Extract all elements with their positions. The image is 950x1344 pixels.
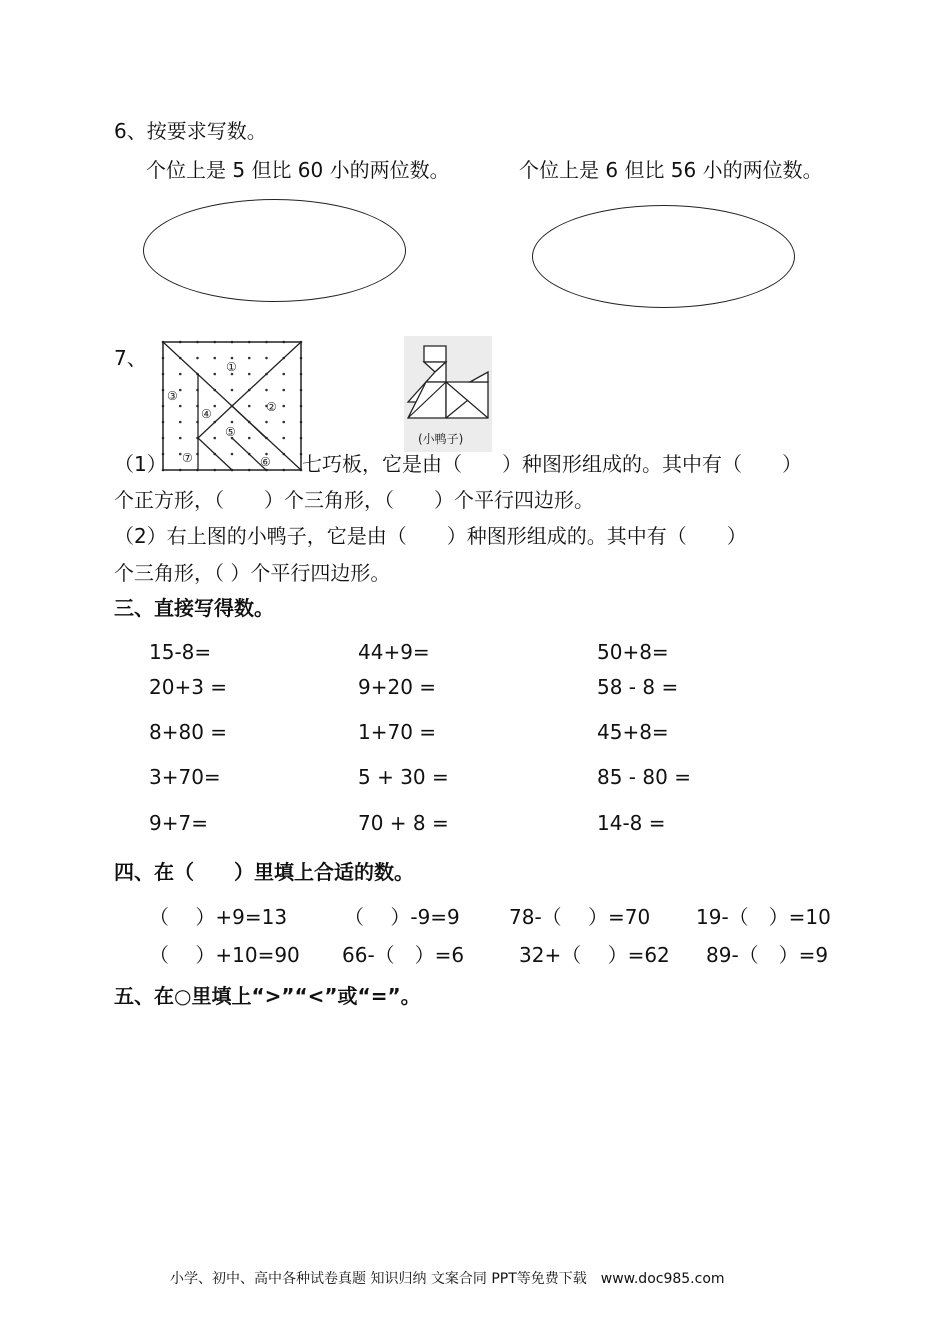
grid-dot bbox=[231, 357, 234, 360]
fill-item: 89-（ ）=9 bbox=[706, 943, 829, 967]
q7-p2-line2: 个三角形，（ ）个平行四边形。 bbox=[114, 561, 391, 585]
sec4-title: 四、在（ ）里填上合适的数。 bbox=[114, 860, 414, 884]
grid-dot bbox=[265, 357, 268, 360]
q7-p1-label: （1） bbox=[114, 452, 167, 476]
calc-item: 45+8= bbox=[597, 720, 669, 744]
grid-dot bbox=[213, 373, 216, 376]
q6-left-prompt: 个位上是 5 但比 60 小的两位数。 bbox=[146, 158, 450, 182]
grid-label-1: ① bbox=[226, 360, 237, 374]
calc-item: 70 + 8 = bbox=[358, 811, 449, 835]
fill-item: 32+（ ）=62 bbox=[519, 943, 670, 967]
fill-item: 19-（ ）=10 bbox=[696, 905, 831, 929]
grid-dot bbox=[248, 405, 251, 408]
grid-dot bbox=[196, 357, 199, 360]
grid-label-5: ⑤ bbox=[225, 425, 236, 439]
grid-dot bbox=[179, 405, 182, 408]
duck-tangram-figure bbox=[404, 336, 492, 452]
grid-label-2: ② bbox=[266, 400, 277, 414]
grid-dot bbox=[248, 357, 251, 360]
grid-dot bbox=[179, 373, 182, 376]
calc-item: 8+80 = bbox=[149, 720, 228, 744]
grid-dot bbox=[282, 437, 285, 440]
calc-item: 1+70 = bbox=[358, 720, 437, 744]
grid-label-3: ③ bbox=[167, 389, 178, 403]
grid-dot bbox=[213, 357, 216, 360]
grid-dot bbox=[231, 453, 234, 456]
calc-item: 5 + 30 = bbox=[358, 765, 449, 789]
duck-caption: (小鸭子) bbox=[418, 432, 464, 446]
q7-p2-line1: （2）右上图的小鸭子，它是由（ ）种图形组成的。其中有（ ） bbox=[114, 524, 747, 548]
fill-item: （ ）-9=9 bbox=[344, 905, 460, 929]
grid-dot bbox=[179, 389, 182, 392]
q6-right-answer-oval[interactable] bbox=[532, 205, 795, 308]
calc-item: 44+9= bbox=[358, 640, 430, 664]
grid-dot bbox=[282, 373, 285, 376]
calc-item: 85 - 80 = bbox=[597, 765, 691, 789]
grid-dot bbox=[248, 373, 251, 376]
grid-dot bbox=[282, 421, 285, 424]
fill-item: 66-（ ）=6 bbox=[342, 943, 465, 967]
grid-dot bbox=[282, 405, 285, 408]
grid-dot bbox=[213, 437, 216, 440]
grid-label-7: ⑦ bbox=[182, 451, 193, 465]
calc-item: 58 - 8 = bbox=[597, 675, 679, 699]
q7-p1-line1: 七巧板，它是由（ ）种图形组成的。其中有（ ） bbox=[302, 452, 802, 476]
footer-text: 小学、初中、高中各种试卷真题 知识归纳 文案合同 PPT等免费下载 www.doc985.com bbox=[170, 1271, 725, 1287]
grid-dot bbox=[231, 389, 234, 392]
tangram-grid-figure bbox=[158, 338, 306, 474]
calc-item: 3+70= bbox=[149, 765, 221, 789]
q6-title: 6、按要求写数。 bbox=[114, 119, 267, 143]
fill-item: （ ）+9=13 bbox=[149, 905, 288, 929]
q7-p1-line2: 个正方形，（ ）个三角形，（ ）个平行四边形。 bbox=[114, 488, 594, 512]
calc-item: 50+8= bbox=[597, 640, 669, 664]
grid-dot bbox=[179, 437, 182, 440]
grid-dot bbox=[179, 421, 182, 424]
grid-dot bbox=[213, 405, 216, 408]
calc-item: 14-8 = bbox=[597, 811, 666, 835]
fill-item: 78-（ ）=70 bbox=[509, 905, 651, 929]
grid-label-6: ⑥ bbox=[260, 455, 271, 469]
grid-dot bbox=[282, 389, 285, 392]
calc-item: 9+20 = bbox=[358, 675, 437, 699]
calc-item: 20+3 = bbox=[149, 675, 228, 699]
grid-dot bbox=[265, 421, 268, 424]
calc-item: 15-8= bbox=[149, 640, 212, 664]
q6-left-answer-oval[interactable] bbox=[143, 199, 406, 302]
grid-label-4: ④ bbox=[201, 407, 212, 421]
grid-dot bbox=[265, 389, 268, 392]
q6-right-prompt: 个位上是 6 但比 56 小的两位数。 bbox=[519, 158, 823, 182]
q7-number: 7、 bbox=[114, 346, 147, 370]
sec3-title: 三、直接写得数。 bbox=[114, 596, 274, 620]
sec5-title: 五、在○里填上“>”“<”或“=”。 bbox=[114, 984, 421, 1008]
calc-item: 9+7= bbox=[149, 811, 208, 835]
grid-dot bbox=[231, 421, 234, 424]
fill-item: （ ）+10=90 bbox=[149, 943, 300, 967]
grid-dot bbox=[248, 437, 251, 440]
